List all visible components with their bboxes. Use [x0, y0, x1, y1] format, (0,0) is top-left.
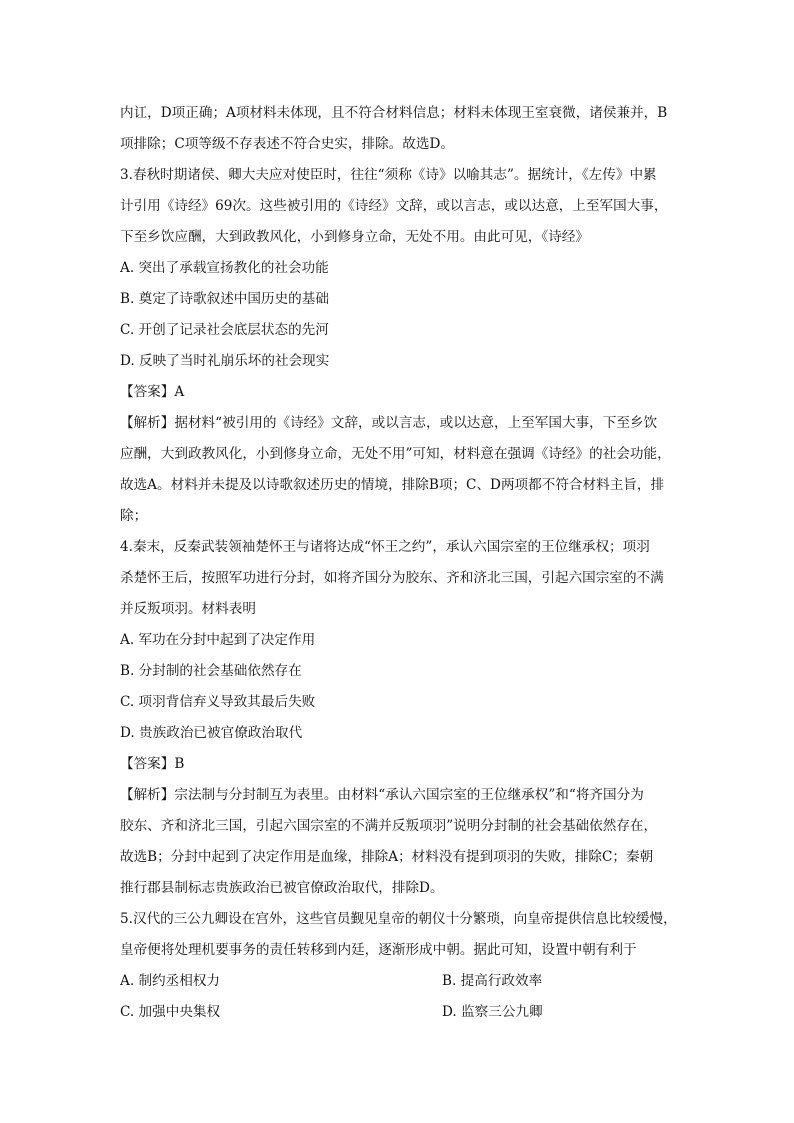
question-3-answer: 【答案】A	[120, 384, 185, 400]
question-3-stem: 下至乡饮应酬，大到政教风化，小到修身立命，无处不用。由此可见，《诗经》	[120, 229, 589, 245]
question-4-analysis: 故选B；分封中起到了决定作用是血缘，排除A；材料没有提到项羽的失败，排除C；秦朝	[120, 849, 654, 865]
question-3-analysis: 故选A。材料并未提及以诗歌叙述历史的情境，排除B项；C、D两项都不符合材料主旨，排	[120, 477, 665, 493]
question-3-analysis: 应酬，大到政教风化，小到修身立命，无处不用”可知，材料意在强调《诗经》的社会功能，	[120, 446, 671, 462]
question-3-analysis: 【解析】据材料“被引用的《诗经》文辞，或以言志，或以达意，上至军国大事，下至乡饮	[120, 415, 658, 431]
question-5-options-row	[120, 997, 680, 1028]
question-3-option-a: A. 突出了承载宣扬教化的社会功能	[120, 260, 329, 276]
question-4-stem: 4.秦末，反秦武装领袖楚怀王与诸将达成“怀王之约”，承认六国宗室的王位继承权；项羽	[120, 539, 650, 555]
question-3-analysis: 除；	[120, 508, 148, 524]
question-4-answer: 【答案】B	[120, 756, 185, 772]
question-4-stem: 并反叛项羽。材料表明	[120, 601, 256, 617]
question-5-stem: 皇帝便将处理机要事务的责任转移到内廷，逐渐形成中朝。据此可知，设置中朝有利于	[120, 942, 637, 958]
question-3-stem: 计引用《诗经》69次。这些被引用的《诗经》文辞，或以言志，或以达意，上至军国大事，	[120, 198, 668, 214]
question-5-option-b: B. 提高行政效率	[442, 973, 543, 989]
question-4-option-c: C. 项羽背信弃义导致其最后失败	[120, 694, 316, 710]
question-4-option-a: A. 军功在分封中起到了决定作用	[120, 632, 316, 648]
question-5-option-d: D. 监察三公九卿	[442, 1004, 543, 1020]
question-3-option-d: D. 反映了当时礼崩乐坏的社会现实	[120, 353, 330, 369]
question-5-options-row	[120, 966, 680, 997]
question-3-option-b: B. 奠定了诗歌叙述中国历史的基础	[120, 291, 329, 307]
continuation-line: 项排除；C项等级不存表述不符合史实，排除。故选D。	[120, 136, 454, 152]
question-4-analysis: 胶东、齐和济北三国，引起六国宗室的不满并反叛项羽”说明分封制的社会基础依然存在，	[120, 818, 658, 834]
question-4-option-d: D. 贵族政治已被官僚政治取代	[120, 725, 303, 741]
question-3-option-c: C. 开创了记录社会底层状态的先河	[120, 322, 329, 338]
question-5-option-a: A. 制约丞相权力	[120, 973, 221, 989]
continuation-line: 内讧，D项正确；A项材料未体现，且不符合材料信息；材料未体现王室衰微，诸侯兼并，B	[120, 105, 668, 121]
question-5-stem: 5.汉代的三公九卿设在宫外，这些官员觐见皇帝的朝仪十分繁琐，向皇帝提供信息比较缓慢，	[120, 911, 677, 927]
question-4-analysis: 推行郡县制标志贵族政治已被官僚政治取代，排除D。	[120, 880, 444, 896]
page-content	[120, 98, 680, 1028]
question-5-option-c: C. 加强中央集权	[120, 1004, 221, 1020]
question-4-option-b: B. 分封制的社会基础依然存在	[120, 663, 302, 679]
question-4-stem: 杀楚怀王后，按照军功进行分封，如将齐国分为胶东、齐和济北三国，引起六国宗室的不满	[120, 570, 664, 586]
question-3-stem: 3.春秋时期诸侯、卿大夫应对使臣时，往往“须称《诗》以喻其志”。据统计，《左传》中累	[120, 167, 657, 183]
question-4-analysis: 【解析】宗法制与分封制互为表里。由材料“承认六国宗室的王位继承权”和“将齐国分为	[120, 787, 644, 803]
